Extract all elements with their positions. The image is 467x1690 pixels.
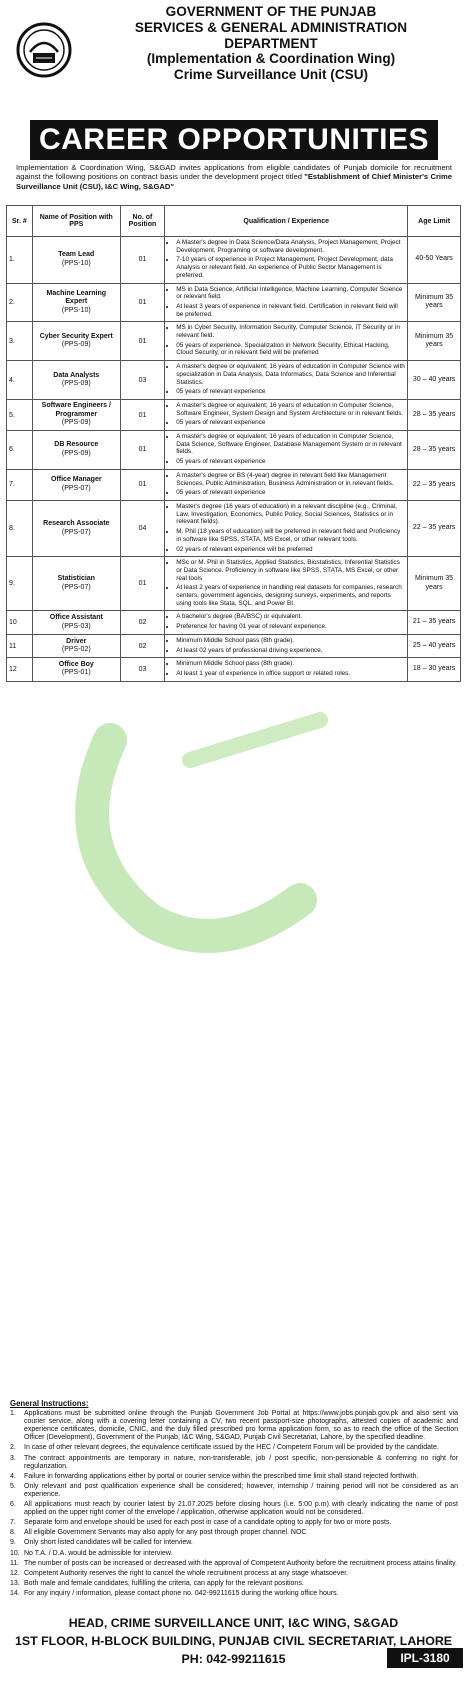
instruction-item	[10, 1455, 458, 1471]
instruction-item	[10, 1580, 458, 1588]
position-count: 03	[120, 361, 164, 400]
qualification-cell	[165, 500, 408, 556]
position-pps: (PPS-07)	[61, 583, 91, 591]
instruction-text: Both male and female candidates, fulfilling the criteria, can apply for the relevant positions.	[24, 1579, 304, 1587]
footer-line-2: 1ST FLOOR, H-BLOCK BUILDING, PUNJAB CIVIL SECRETARIAT, LAHORE	[14, 1634, 453, 1648]
qualification-item: • A bachelor's degree (BA/BSC) or equivalent.	[176, 613, 405, 621]
qualification-item: • 05 years of relevant experience	[176, 419, 405, 427]
qualification-item: • A master's degree or equivalent; 16 years of education in Computer Science, Software Engineer, System Design and System Architecture or in relevant fields.	[176, 402, 405, 417]
table-row	[7, 322, 461, 361]
qualification-cell	[165, 431, 408, 470]
position-cell	[32, 634, 120, 657]
position-pps: (PPS-09)	[61, 341, 91, 349]
position-pps: (PPS-09)	[61, 380, 91, 388]
row-number: 12	[7, 658, 33, 681]
position-cell	[32, 469, 120, 500]
header	[0, 0, 467, 118]
instruction-number: 8.	[10, 1529, 16, 1537]
intro-text: Implementation & Coordination Wing, S&GAD invites applications from eligible candidates of Punjab domicile for recruitment against the following positions on contract basis under the development project titled	[16, 163, 452, 182]
qualification-item: • Minimum Middle School pass (8th grade).	[176, 637, 405, 645]
qualification-item: • MS in Cyber Security, Information Security, Computer Science, IT Security or in relevant field.	[176, 324, 405, 339]
row-number: 4.	[7, 361, 33, 400]
instruction-number: 10.	[10, 1549, 20, 1557]
position-count: 01	[120, 469, 164, 500]
instruction-text: Competent Authority reserves the right to cancel the whole recruitment process at any stage whatsoever.	[24, 1569, 349, 1577]
instruction-number: 12.	[10, 1569, 20, 1577]
instruction-item	[10, 1529, 458, 1537]
qualification-item: • 02 years of relevant experience will be preferred	[176, 546, 405, 554]
instruction-number: 11.	[10, 1559, 20, 1567]
instruction-item	[10, 1444, 458, 1452]
position-title: Office Manager	[51, 476, 102, 484]
instruction-number: 13.	[10, 1579, 20, 1587]
age-limit: 28 – 35 years	[408, 399, 461, 430]
intro-paragraph	[16, 163, 452, 191]
age-limit: Minimum 35 years	[408, 557, 461, 611]
qualification-cell	[165, 322, 408, 361]
table-header-row	[7, 206, 461, 237]
instruction-number: 1.	[10, 1410, 16, 1418]
table-row	[7, 634, 461, 657]
qualification-item: • 05 years of relevant experience	[176, 388, 405, 396]
instruction-text: All applications must reach by courier latest by 21.07.2025 before closing hours (i.e. 5:00 p.m) with clearly indicating the name of post applied on the upper right corner of the envelope / application, otherwise application would not be considered.	[24, 1501, 458, 1517]
qualification-item: • At least 3 years of experience in relevant field. Certification in relevant field will be preferred.	[176, 303, 405, 318]
footer	[0, 1612, 467, 1690]
row-number: 9.	[7, 557, 33, 611]
instruction-item	[10, 1410, 458, 1442]
qualification-item: • Minimum Middle School pass (8th grade).	[176, 660, 405, 668]
instruction-text: Only short listed candidates will be called for interview.	[24, 1539, 193, 1547]
position-title: Office Assistant	[49, 614, 103, 622]
table-body	[7, 237, 461, 682]
instruction-number: 14.	[10, 1589, 20, 1597]
position-title: DB Resource	[54, 441, 99, 449]
row-number: 5.	[7, 399, 33, 430]
instruction-item	[10, 1473, 458, 1481]
table-row	[7, 611, 461, 634]
table-row	[7, 283, 461, 322]
age-limit: 22 – 35 years	[408, 500, 461, 556]
position-pps: (PPS-02)	[61, 646, 91, 654]
qualification-cell	[165, 469, 408, 500]
instruction-item	[10, 1560, 458, 1568]
qualification-item: • MS in Data Science, Artificial Intelligence, Machine Learning, Computer Science or relevant field.	[176, 286, 405, 301]
qualification-item: • A master's degree or BS (4-year) degree in relevant field like Management Sciences, Public Administration, Business Administration or in relevant fields.	[176, 472, 405, 487]
row-number: 1.	[7, 237, 33, 284]
instructions-title: General Instructions:	[10, 1399, 89, 1408]
instruction-text: The contract appointments are temporary in nature, non-transferable, job / post specific, non-pensionable & conferring no right for regularization.	[24, 1454, 458, 1470]
qualification-cell	[165, 283, 408, 322]
position-title: Research Associate	[43, 520, 110, 528]
qualification-item: • At least 02 years of professional driving experience.	[176, 647, 405, 655]
watermark-logo	[70, 700, 370, 960]
position-count: 01	[120, 431, 164, 470]
general-instructions	[10, 1400, 458, 1600]
table-row	[7, 469, 461, 500]
position-cell	[32, 237, 120, 284]
position-cell	[32, 611, 120, 634]
position-pps: (PPS-03)	[61, 622, 91, 630]
instruction-text: Applications must be submitted online through the Punjab Government Job Portal at https://www.jobs.punjab.gov.pk and also sent via courier service, along with a covering letter containing a CV, two recent passport-size photographs, attested copies of academic and experience certificates, domicile, CNIC, and the duly filled prescribed pro forma application form, so as to reach the office of the Section Officer (Development), Government of the Punjab, I&C Wing, S&GAD, Punjab Civil Secretariat, Lahore, by the specified deadline.	[24, 1410, 458, 1442]
qualification-item: • MSc or M. Phil in Statistics, Applied Statistics, Biostatistics, Inferential Statistics or Data Science. Proficiency in software like SPSS, STATA, MS Excel, or other real tools	[176, 559, 405, 582]
project-title: "Establishment of Chief Minister's Crime Surveillance Unit (CSU), I&C Wing, S&GAD"	[16, 172, 452, 191]
header-count: No. of Position	[120, 206, 164, 237]
table-row	[7, 658, 461, 681]
career-banner: CAREER OPPORTUNITIES	[30, 120, 438, 160]
row-number: 8.	[7, 500, 33, 556]
qualification-cell	[165, 611, 408, 634]
qualification-cell	[165, 399, 408, 430]
ipl-code-badge: IPL-3180	[387, 1648, 463, 1668]
position-pps: (PPS-07)	[61, 528, 91, 536]
age-limit: 40-50 Years	[408, 237, 461, 284]
row-number: 2.	[7, 283, 33, 322]
age-limit: 21 – 35 years	[408, 611, 461, 634]
qualification-item: • A Master's degree in Data Science/Data Analysis, Project Management, Project Development, Programing or software development.	[176, 239, 405, 254]
position-count: 01	[120, 283, 164, 322]
instruction-item	[10, 1570, 458, 1578]
qualification-item: • At least 2 years of experience in handling real datasets for companies, research centers, government agencies, designing surveys, experiments, and reports using tools like Stata, SQL, and Power BI.	[176, 584, 405, 607]
position-cell	[32, 658, 120, 681]
position-title: Statistician	[57, 575, 95, 583]
age-limit: 18 – 30 years	[408, 658, 461, 681]
position-cell	[32, 431, 120, 470]
header-line-2: SERVICES & GENERAL ADMINISTRATION	[134, 19, 408, 35]
instruction-number: 3.	[10, 1454, 16, 1462]
position-title: Cyber Security Expert	[39, 332, 113, 340]
qualification-item: • At least 1 year of experience in office support or related roles.	[176, 670, 405, 678]
qualification-item: • M. Phil (18 years of education) will be preferred in relevant field and Proficiency in software like SPSS, STATA, MS Excel, or other relevant tools.	[176, 528, 405, 543]
position-count: 01	[120, 322, 164, 361]
header-line-3: DEPARTMENT	[224, 35, 318, 51]
qualification-item: • 05 years of relevant experience	[176, 458, 405, 466]
position-count: 02	[120, 611, 164, 634]
instruction-item	[10, 1483, 458, 1499]
instruction-number: 2.	[10, 1444, 16, 1452]
instruction-number: 5.	[10, 1482, 16, 1490]
table-row	[7, 500, 461, 556]
instruction-number: 7.	[10, 1519, 16, 1527]
instruction-number: 6.	[10, 1501, 16, 1509]
age-limit: 25 – 40 years	[408, 634, 461, 657]
position-pps: (PPS-10)	[61, 306, 91, 314]
position-cell	[32, 283, 120, 322]
position-pps: (PPS-09)	[61, 449, 91, 457]
instruction-text: No T.A. / D.A. would be admissible for interview.	[24, 1549, 173, 1557]
position-count: 02	[120, 634, 164, 657]
header-line-5: Crime Surveillance Unit (CSU)	[173, 67, 369, 83]
table-row	[7, 361, 461, 400]
qualification-item: • A master's degree or equivalent; 16 years of education in Computer Science, Data Science, Software Engineer, Database Management System or in relevant fields.	[176, 433, 405, 456]
position-count: 01	[120, 557, 164, 611]
header-sr: Sr. #	[7, 206, 33, 237]
table-row	[7, 431, 461, 470]
table-row	[7, 557, 461, 611]
header-line-4: (Implementation & Coordination Wing)	[146, 51, 396, 67]
positions-table	[6, 205, 461, 682]
qualification-item: • Master's degree (16 years of education) in a relevant discipline (e.g., Criminal, Law, Investigation, Economics, Public Policy, Social Sciences, Statistics or in relevant fields).	[176, 503, 405, 526]
instruction-text: For any inquiry / information, please contact phone no. 042-99211615 during the working office hours.	[24, 1589, 339, 1597]
instruction-item	[10, 1539, 458, 1547]
position-title: Software Engineers / Programmer	[41, 402, 111, 418]
age-limit: 30 – 40 years	[408, 361, 461, 400]
position-count: 03	[120, 658, 164, 681]
row-number: 7.	[7, 469, 33, 500]
qualification-item: • 05 years of relevant experience	[176, 489, 405, 497]
qualification-item: • 7-10 years of experience in Project Management, Project Development, data Analysis or relevant field. An experience of Public Sector Management is preferred.	[176, 256, 405, 279]
instruction-text: Failure in forwarding applications either by portal or courier service within the prescribed time limit shall stand rejected forthwith.	[24, 1472, 419, 1480]
instruction-text: Separate form and envelope should be used for each post in case of a candidate opting to apply for two or more posts.	[24, 1519, 392, 1527]
position-pps: (PPS-01)	[61, 669, 91, 677]
position-pps: (PPS-10)	[61, 259, 91, 267]
qualification-cell	[165, 634, 408, 657]
position-title: Team Lead	[58, 251, 95, 259]
footer-phone: PH: 042-99211615	[181, 1652, 286, 1666]
position-count: 01	[120, 399, 164, 430]
qualification-cell	[165, 557, 408, 611]
instruction-text: The number of posts can be increased or decreased with the approval of Competent Authority before the recruitment process attains finality.	[24, 1559, 457, 1567]
instruction-item	[10, 1550, 458, 1558]
row-number: 11	[7, 634, 33, 657]
qualification-item: • 05 years of experience. Specialization in Network Security, Ethical Hacking, Cloud Security, or in relevant field will be preferred	[176, 342, 405, 357]
header-line-1: GOVERNMENT OF THE PUNJAB	[165, 4, 377, 19]
qualification-cell	[165, 237, 408, 284]
position-count: 04	[120, 500, 164, 556]
row-number: 6.	[7, 431, 33, 470]
instruction-number: 9.	[10, 1539, 16, 1547]
position-cell	[32, 322, 120, 361]
qualification-item: • A master's degree or equivalent; 16 years of education in Computer Science with specialization in Data Analysis, Data Informatics, Data Science and Inferential Statistics.	[176, 363, 405, 386]
position-count: 01	[120, 237, 164, 284]
position-pps: (PPS-07)	[61, 484, 91, 492]
table-row	[7, 399, 461, 430]
position-pps: (PPS-09)	[61, 419, 91, 427]
punjab-government-logo	[16, 22, 72, 78]
header-qualification: Qualification / Experience	[165, 206, 408, 237]
instruction-text: Only relevant and post qualification experience shall be considered; however, internship / training period will not be considered as an experience.	[24, 1482, 458, 1498]
qualification-cell	[165, 658, 408, 681]
instruction-text: In case of other relevant degrees, the equivalence certificate issued by the HEC / Competent Forum will be provided by the candidate.	[24, 1444, 439, 1452]
age-limit: 22 – 35 years	[408, 469, 461, 500]
row-number: 3.	[7, 322, 33, 361]
instruction-item	[10, 1519, 458, 1527]
instruction-item	[10, 1590, 458, 1598]
age-limit: Minimum 35 years	[408, 283, 461, 322]
table-row	[7, 237, 461, 284]
position-title: Office Boy	[58, 660, 94, 668]
qualification-cell	[165, 361, 408, 400]
footer-line-1: HEAD, CRIME SURVEILLANCE UNIT, I&C WING, S&GAD	[68, 1616, 399, 1630]
position-cell	[32, 500, 120, 556]
position-cell	[32, 399, 120, 430]
position-cell	[32, 361, 120, 400]
instruction-number: 4.	[10, 1472, 16, 1480]
header-position: Name of Position with PPS	[32, 206, 120, 237]
header-age: Age Limit	[408, 206, 461, 237]
header-text	[86, 4, 456, 83]
age-limit: Minimum 35 years	[408, 322, 461, 361]
position-title: Data Analysts	[53, 371, 100, 379]
instructions-list	[10, 1410, 458, 1598]
instruction-item	[10, 1501, 458, 1517]
row-number: 10	[7, 611, 33, 634]
position-cell	[32, 557, 120, 611]
qualification-item: • Preference for having 01 year of relevant experience.	[176, 623, 405, 631]
position-title: Machine Learning Expert	[46, 289, 107, 306]
age-limit: 28 – 35 years	[408, 431, 461, 470]
position-title: Driver	[66, 637, 87, 645]
instruction-text: All eligible Government Servants may also apply for any post through proper channel. NOC	[24, 1529, 307, 1537]
